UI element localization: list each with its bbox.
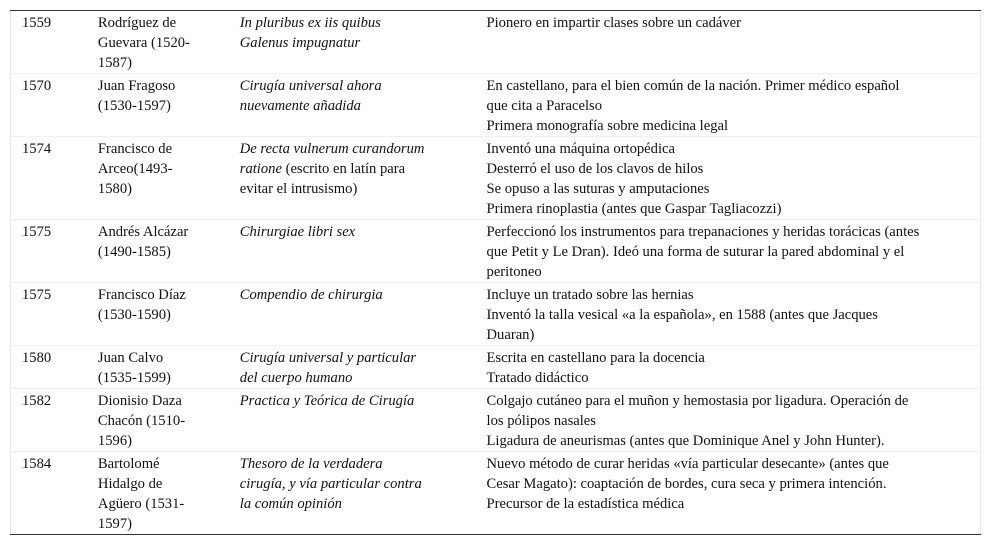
work-cell: Compendio de chirurgia	[239, 287, 383, 303]
year-cell: 1570	[22, 78, 52, 94]
author-cell: Juan Fragoso (1530-1597)	[97, 78, 176, 114]
author-cell: Andrés Alcázar (1490-1585)	[97, 224, 189, 260]
contribution-cell: En castellano, para el bien común de la nación. Primer médico español que cita a Paracelso Primera monografía sobre medicina legal	[486, 78, 900, 134]
year-cell: 1584	[22, 456, 52, 472]
work-note: evitar el intrusismo)	[239, 181, 358, 197]
author-cell: Bartolomé Hidalgo de Agüero (1531- 1597)	[97, 456, 185, 532]
author-cell: Francisco Díaz (1530-1590)	[97, 287, 186, 323]
work-cell: Cirugía universal ahora nuevamente añadida	[239, 78, 382, 114]
work-title-part: ratione	[239, 161, 282, 177]
table-row	[10, 137, 981, 220]
year-cell: 1582	[22, 393, 52, 409]
contribution-cell: Incluye un tratado sobre las hernias Inventó la talla vesical «a la española», en 1588 (antes que Jacques Duaran)	[486, 287, 878, 343]
contribution-cell: Colgajo cutáneo para el muñon y hemostasia por ligadura. Operación de los pólipos nasales Ligadura de aneurismas (antes que Dominique Anel y John Hunter).	[486, 393, 909, 449]
work-cell: In pluribus ex iis quibus Galenus impugnatur	[239, 15, 381, 51]
surgeons-table	[10, 10, 981, 535]
author-cell: Rodríguez de Guevara (1520- 1587)	[97, 15, 190, 71]
contribution-cell: Perfeccionó los instrumentos para trepanaciones y heridas torácicas (antes que Petit y Le Dran). Ideó una forma de suturar la pared abdominal y el peritoneo	[486, 224, 920, 280]
year-cell: 1575	[22, 224, 52, 240]
year-cell: 1559	[22, 15, 52, 31]
table-row	[10, 11, 981, 74]
author-cell: Juan Calvo (1535-1599)	[97, 350, 171, 386]
table-row	[10, 452, 981, 534]
contribution-cell: Escrita en castellano para la docencia Tratado didáctico	[486, 350, 705, 386]
table-row	[10, 74, 981, 137]
work-cell: Practica y Teórica de Cirugía	[239, 393, 415, 409]
work-cell: Cirugía universal y particular del cuerpo humano	[239, 350, 417, 386]
work-cell: De recta vulnerum curandorum ratione (escrito en latín para evitar el intrusismo)	[240, 137, 487, 219]
author-cell: Dionisio Daza Chacón (1510- 1596)	[97, 393, 186, 449]
year-cell: 1575	[22, 287, 52, 303]
contribution-cell: Pionero en impartir clases sobre un cadáver	[486, 15, 742, 31]
work-cell: Thesoro de la verdadera cirugía, y vía particular contra la común opinión	[239, 456, 422, 512]
table-row	[10, 389, 981, 452]
work-note: (escrito en latín para	[281, 161, 406, 177]
contribution-cell: Inventó una máquina ortopédica Desterró el uso de los clavos de hilos Se opuso a las suturas y amputaciones Primera rinoplastia (antes que Gaspar Tagliacozzi)	[486, 141, 782, 217]
table-row	[10, 283, 981, 346]
year-cell: 1580	[22, 350, 52, 366]
table-row	[10, 220, 981, 283]
table-row	[10, 346, 981, 389]
work-cell: Chirurgiae libri sex	[239, 224, 356, 240]
year-cell: 1574	[22, 141, 52, 157]
contribution-cell: Nuevo método de curar heridas «vía particular desecante» (antes que Cesar Magato): coaptación de bordes, cura seca y primera intención. Precursor de la estadística médica	[486, 456, 889, 512]
author-cell: Francisco de Arceo(1493- 1580)	[97, 141, 173, 197]
